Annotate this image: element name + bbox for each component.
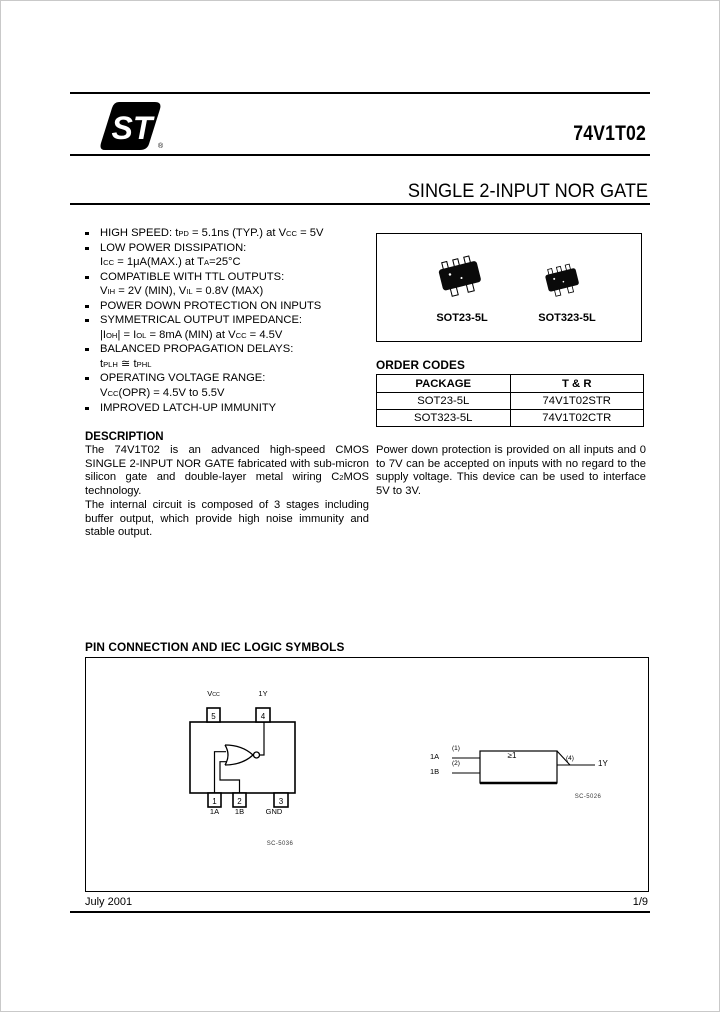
order-codes-row xyxy=(377,393,644,410)
pin-label-1a: 1A xyxy=(209,807,220,816)
bullet-icon xyxy=(85,348,89,351)
features-list xyxy=(85,226,377,415)
pin-number-5: 5 xyxy=(211,712,216,721)
st-logo-icon xyxy=(100,100,162,152)
feature-text: SYMMETRICAL OUTPUT IMPEDANCE: $|I_{OH}| = I_{OL} = 8mA$ (MIN) at $V_{CC} = 4.5V$ xyxy=(100,314,303,341)
package-box xyxy=(376,233,642,342)
feature-item xyxy=(85,371,377,400)
feature-text: COMPATIBLE WITH TTL OUTPUTS: $V_{IH} = 2V$ (MIN), $V_{IL} = 0.8V$ (MAX) xyxy=(100,270,285,298)
bullet-icon xyxy=(85,305,89,308)
bullet-icon xyxy=(85,377,89,380)
iec-input-label-1b: 1B xyxy=(430,767,440,776)
header-rule-middle xyxy=(70,154,650,156)
pin-label-vcc: $V_{CC}$ xyxy=(207,689,220,698)
description-title: DESCRIPTION xyxy=(85,431,164,443)
feature-item xyxy=(85,299,377,314)
footer-rule xyxy=(70,911,650,913)
feature-item xyxy=(85,226,377,241)
feature-text: IMPROVED LATCH-UP IMMUNITY xyxy=(100,401,277,414)
order-codes-cell: 74V1T02STR xyxy=(510,393,644,410)
feature-item xyxy=(85,313,377,342)
order-codes-header-package: PACKAGE xyxy=(377,375,511,393)
order-codes-cell: SOT323-5L xyxy=(377,410,511,427)
description-paragraph: The 74V1T02 is an advanced high-speed CMOS SINGLE 2-INPUT NOR GATE fabricated with sub-micron silicon gate and double-layer metal wiring $C^2MOS$ technology. xyxy=(85,444,369,498)
pin-section-title: PIN CONNECTION AND IEC LOGIC SYMBOLS xyxy=(85,640,345,654)
pin-number-1: 1 xyxy=(212,797,217,806)
iec-gate-label: ≥1 xyxy=(507,751,517,760)
order-codes-header-tr: T & R xyxy=(510,375,644,393)
pin-connection-diagram xyxy=(175,685,345,885)
page-title: SINGLE 2-INPUT NOR GATE xyxy=(407,180,648,202)
iec-input-pin-2: (2) xyxy=(452,760,460,767)
feature-text: LOW POWER DISSIPATION: $I_{CC} = 1\mu A(MAX.)$ at $T_A=25^\circ C$ xyxy=(100,241,247,269)
footer-date: July 2001 xyxy=(85,896,133,908)
bullet-icon xyxy=(85,276,89,279)
feature-item xyxy=(85,342,377,371)
iec-input-pin-1: (1) xyxy=(452,745,460,752)
order-codes-table xyxy=(376,374,644,427)
description-paragraph: The internal circuit is composed of 3 stages including buffer output, which provide high noise immunity and stable output. xyxy=(85,498,369,539)
bullet-icon xyxy=(85,319,89,322)
iec-input-label-1a: 1A xyxy=(430,752,440,761)
sot23-5l-package-image xyxy=(429,253,493,300)
bullet-icon xyxy=(85,247,89,250)
package-label-sot23: SOT23-5L xyxy=(436,312,488,324)
st-logo-text: ST xyxy=(111,110,153,146)
iec-output-label: 1Y xyxy=(598,759,608,768)
feature-text: BALANCED PROPAGATION DELAYS: $t_{PLH}$ ≅ $t_{PHL}$ xyxy=(100,343,294,370)
bullet-icon xyxy=(85,407,89,410)
pin-label-1y: 1Y xyxy=(258,689,268,698)
sot323-5l-package-image xyxy=(537,262,589,299)
feature-text: OPERATING VOLTAGE RANGE: $V_{CC}(OPR) = 4.5V$ to 5.5V xyxy=(100,372,266,400)
iec-output-pin: (4) xyxy=(566,755,574,762)
pin-diagram-figure-code: SC-5036 xyxy=(266,841,294,847)
nor-gate-symbol xyxy=(225,745,260,765)
registered-mark: ® xyxy=(158,143,164,150)
feature-item xyxy=(85,401,377,416)
footer-page-number: 1/9 xyxy=(632,896,648,908)
feature-text: HIGH SPEED: $t_{PD} = 5.1ns$ (TYP.) at $V_{CC} = 5V$ xyxy=(100,227,324,239)
pin-number-2: 2 xyxy=(237,797,242,806)
header-rule-bottom xyxy=(70,203,650,205)
pin-label-1b: 1B xyxy=(234,807,245,816)
pin-number-4: 4 xyxy=(260,712,266,721)
bullet-icon xyxy=(85,232,89,235)
part-number: 74V1T02 xyxy=(573,122,646,145)
pin-number-3: 3 xyxy=(278,797,284,806)
feature-item xyxy=(85,270,377,299)
feature-item xyxy=(85,241,377,270)
order-codes-cell: 74V1T02CTR xyxy=(510,410,644,427)
order-codes-row xyxy=(377,410,644,427)
order-codes-cell: SOT23-5L xyxy=(377,393,511,410)
pin-label-gnd: GND xyxy=(265,807,283,816)
order-codes-title: ORDER CODES xyxy=(376,358,465,372)
right-column-text: Power down protection is provided on all inputs and 0 to 7V can be accepted on inputs with no regard to the supply voltage. This device can be used to interface 5V to 3V. xyxy=(376,444,646,498)
description-paragraphs xyxy=(85,444,369,540)
header-rule-top xyxy=(70,92,650,94)
order-codes-header-row xyxy=(377,375,644,393)
iec-figure-code: SC-5026 xyxy=(574,794,602,800)
order-codes-tbody xyxy=(377,393,644,427)
feature-text: POWER DOWN PROTECTION ON INPUTS xyxy=(100,299,322,312)
package-label-sot323: SOT323-5L xyxy=(538,312,596,324)
